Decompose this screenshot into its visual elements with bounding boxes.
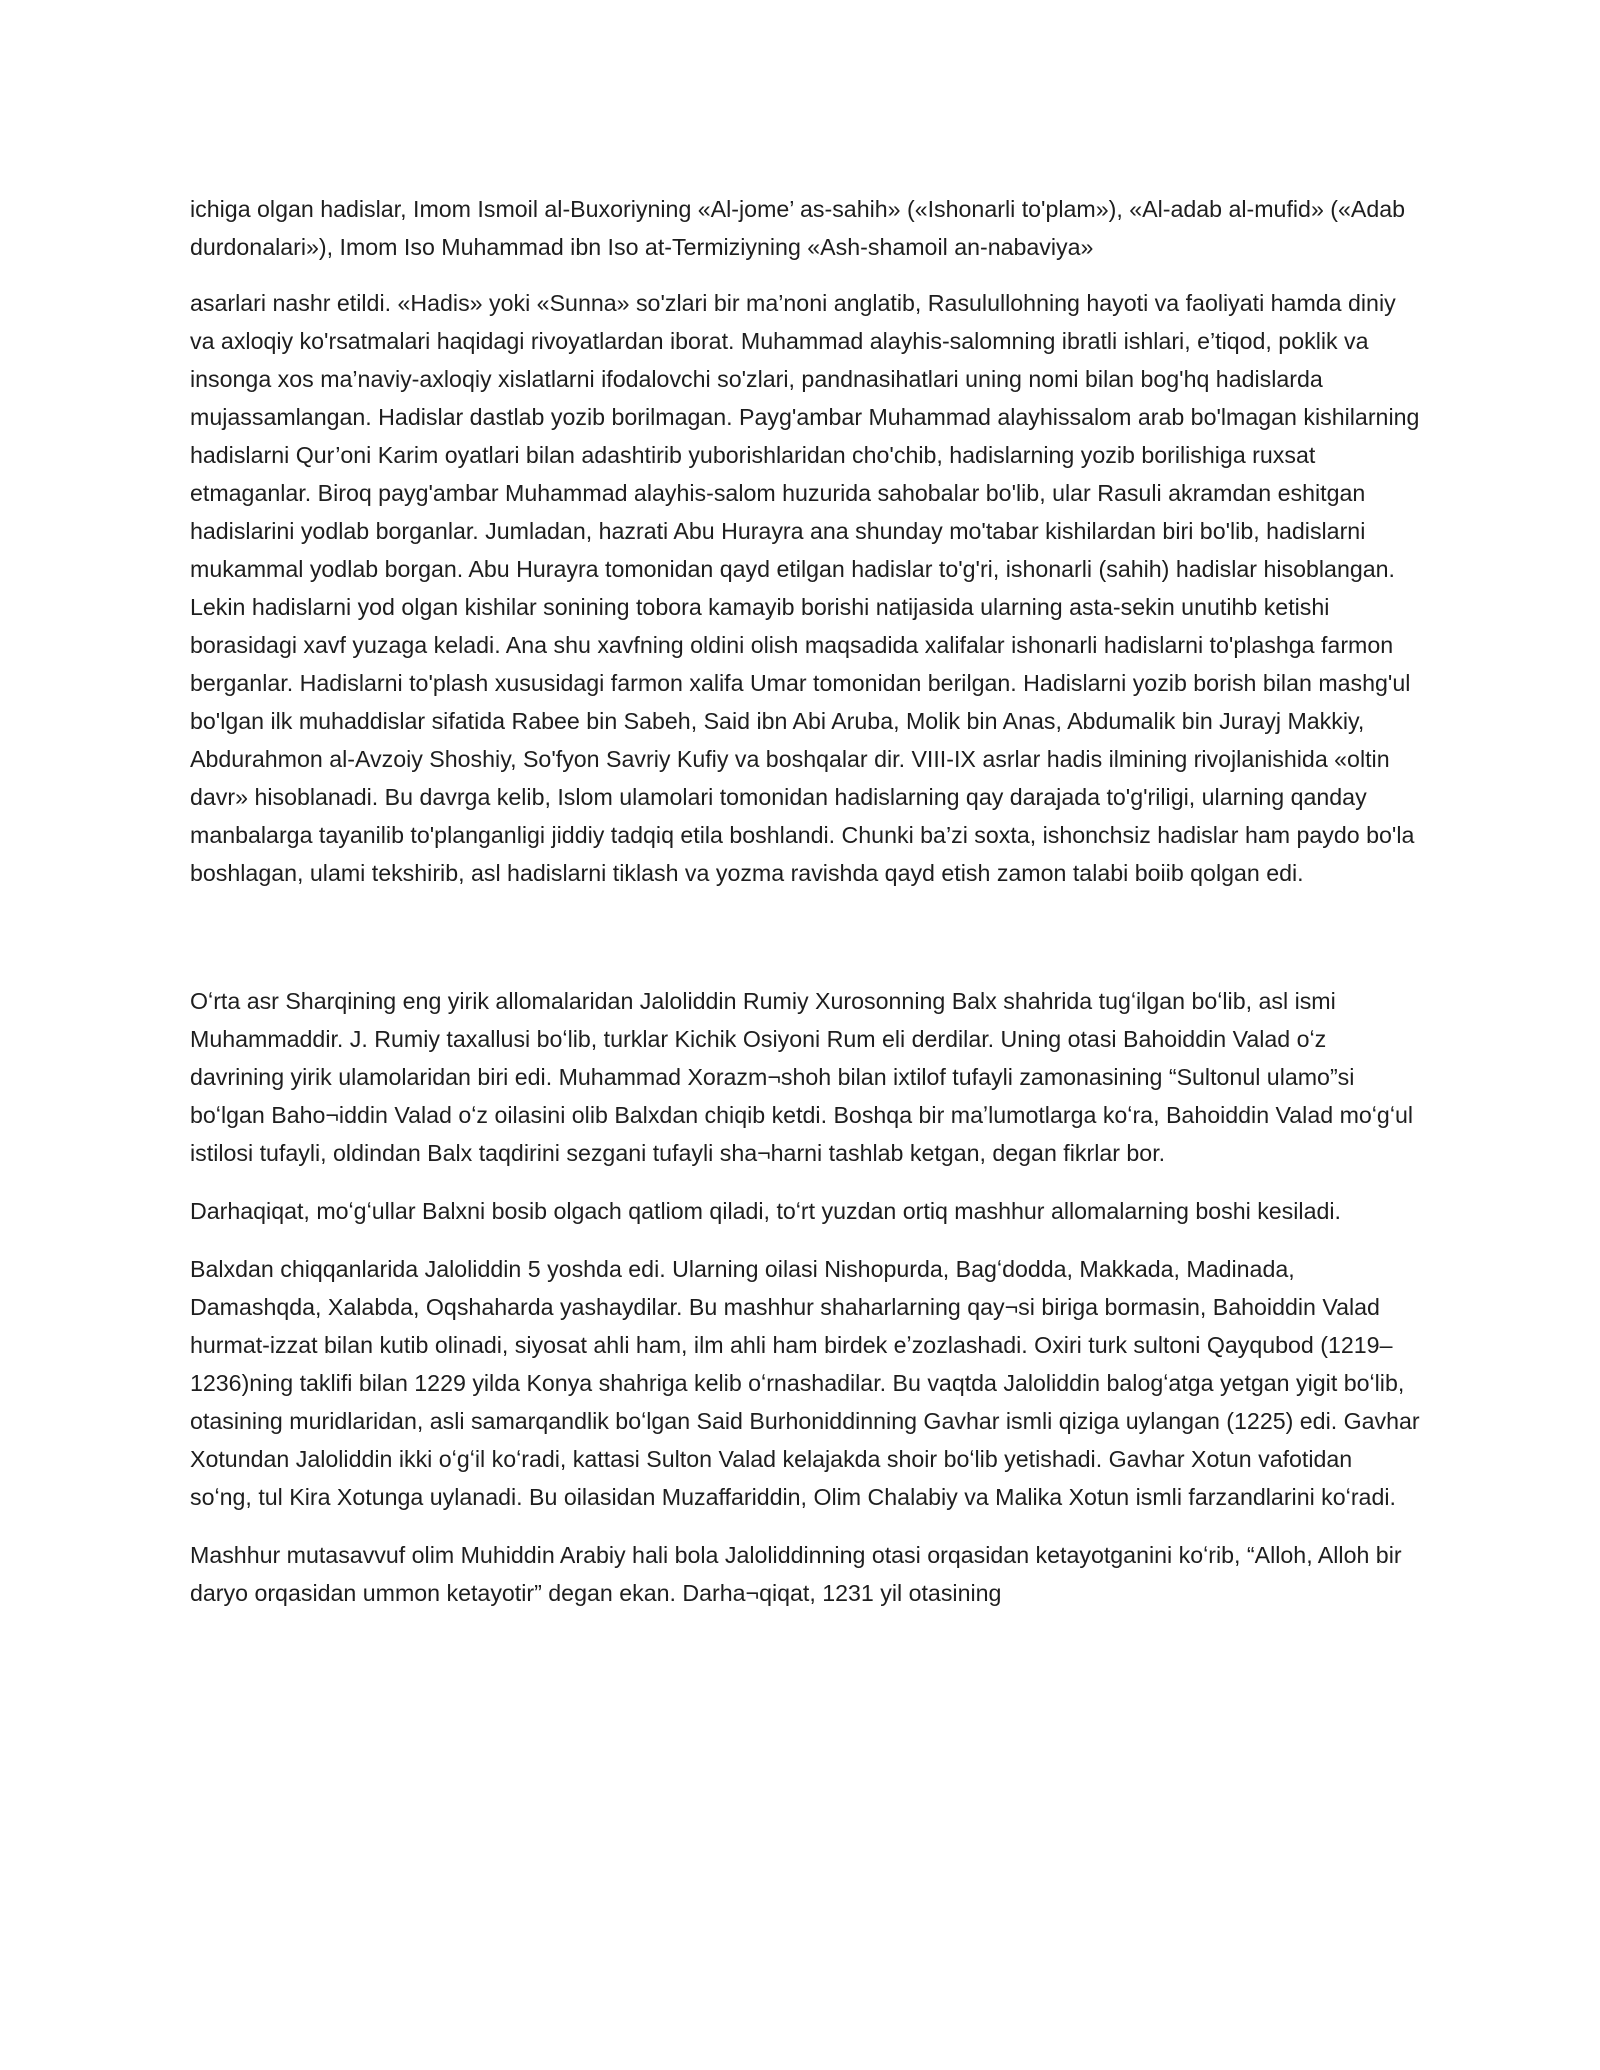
document-page (190, 190, 1420, 1612)
paragraph-hadith-collections: ichiga olgan hadislar, Imom Ismoil al-Buxoriyning «Al-jome’ as-sahih» («Ishonarli to'plam»), «Al-adab al-mufid» («Adab durdonalari»), Imom Iso Muhammad ibn Iso at-Termiziyning «Ash-shamoil an-nabaviya» (190, 196, 1406, 260)
paragraph-rumiy-origin: Oʻrta asr Sharqining eng yirik allomalaridan Jaloliddin Rumiy Xurosonning Balx shahrida tugʻilgan boʻlib, asl ismi Muhammaddir. J. Rumiy taxallusi boʻlib, turklar Kichik Osiyoni Rum eli derdilar. Uning otasi Bahoiddin Valad oʻz davrining yirik ulamolaridan biri edi. Muhammad Xorazm¬shoh bilan ixtilof tufayli zamonasining “Sultonul ulamo”si boʻlgan Baho¬iddin Valad oʻz oilasini olib Balxdan chiqib ketdi. Boshqa bir maʼlumotlarga koʻra, Bahoiddin Valad moʻgʻul istilosi tufayli, oldindan Balx taqdirini sezgani tufayli sha¬harni tashlab ketgan, degan fikrlar bor. (190, 988, 1414, 1166)
paragraph-rumiy-family: Balxdan chiqqanlarida Jaloliddin 5 yoshda edi. Ularning oilasi Nishopurda, Bagʻdodda, Makkada, Madinada, Damashqda, Xalabda, Oqshaharda yashaydilar. Bu mashhur shaharlarning qay¬si biriga bormasin, Bahoiddin Valad hurmat-izzat bilan kutib olinadi, siyosat ahli ham, ilm ahli ham birdek eʼzozlashadi. Oxiri turk sultoni Qayqubod (1219–1236)ning taklifi bilan 1229 yilda Konya shahriga kelib oʻrnashadilar. Bu vaqtda Jaloliddin balogʻatga yetgan yigit boʻlib, otasining muridlaridan, asli samarqandlik boʻlgan Said Burhoniddinning Gavhar ismli qiziga uylangan (1225) edi. Gavhar Xotundan Jaloliddin ikki oʻgʻil koʻradi, kattasi Sulton Valad kelajakda shoir boʻlib yetishadi. Gavhar Xotun vafotidan soʻng, tul Kira Xotunga uylanadi. Bu oilasidan Muzaffariddin, Olim Chalabiy va Malika Xotun ismli farzandlarini koʻradi. (190, 1256, 1420, 1510)
paragraph-ibn-arabi: Mashhur mutasavvuf olim Muhiddin Arabiy hali bola Jaloliddinning otasi orqasidan ketayotganini koʻrib, “Alloh, Alloh bir daryo orqasidan ummon ketayotir” degan ekan. Darha¬qiqat, 1231 yil otasining (190, 1542, 1402, 1606)
paragraph-mongol-invasion: Darhaqiqat, moʻgʻullar Balxni bosib olgach qatliom qiladi, toʻrt yuzdan ortiq mashhur allomalarning boshi kesiladi. (190, 1198, 1341, 1224)
paragraph-hadith-history: asarlari nashr etildi. «Hadis» yoki «Sunna» so'zlari bir ma’noni anglatib, Rasulullohning hayoti va faoliyati hamda diniy va axloqiy ko'rsatmalari haqidagi rivoyatlardan iborat. Muhammad alayhis-salomning ibratli ishlari, e’tiqod, poklik va insonga xos ma’naviy-axloqiy xislatlarni ifodalovchi so'zlari, pandnasihatlari uning nomi bilan bog'hq hadislarda mujassamlangan. Hadislar dastlab yozib borilmagan. Payg'ambar Muhammad alayhissalom arab bo'lmagan kishilarning hadislarni Qur’oni Karim oyatlari bilan adashtirib yuborishlaridan cho'chib, hadislarning yozib borilishiga ruxsat etmaganlar. Biroq payg'ambar Muhammad alayhis-salom huzurida sahobalar bo'lib, ular Rasuli akramdan eshitgan hadislarini yodlab borganlar. Jumladan, hazrati Abu Hurayra ana shunday mo'tabar kishilardan biri bo'lib, hadislarni mukammal yodlab borgan. Abu Hurayra tomonidan qayd etilgan hadislar to'g'ri, ishonarli (sahih) hadislar hisoblangan. Lekin hadislarni yod olgan kishilar sonining tobora kamayib borishi natijasida ularning asta-sekin unutihb ketishi borasidagi xavf yuzaga keladi. Ana shu xavfning oldini olish maqsadida xalifalar ishonarli hadislarni to'plashga farmon berganlar. Hadislarni to'plash xususidagi farmon xalifa Umar tomonidan berilgan. Hadislarni yozib borish bilan mashg'ul bo'lgan ilk muhaddislar sifatida Rabee bin Sabeh, Said ibn Abi Aruba, Molik bin Anas, Abdumalik bin Jurayj Makkiy, Abdurahmon al-Avzoiy Shoshiy, So'fyon Savriy Kufiy va boshqalar dir. VIII-IX asrlar hadis ilmining rivojlanishida «oltin davr» hisoblanadi. Bu davrga kelib, Islom ulamolari tomonidan hadislarning qay darajada to'g'riligi, ularning qanday manbalarga tayanilib to'planganligi jiddiy tadqiq etila boshlandi. Chunki ba’zi soxta, ishonchsiz hadislar ham paydo bo'la boshlagan, ulami tekshirib, asl hadislarni tiklash va yozma ravishda qayd etish zamon talabi boiib qolgan edi. (190, 290, 1420, 886)
